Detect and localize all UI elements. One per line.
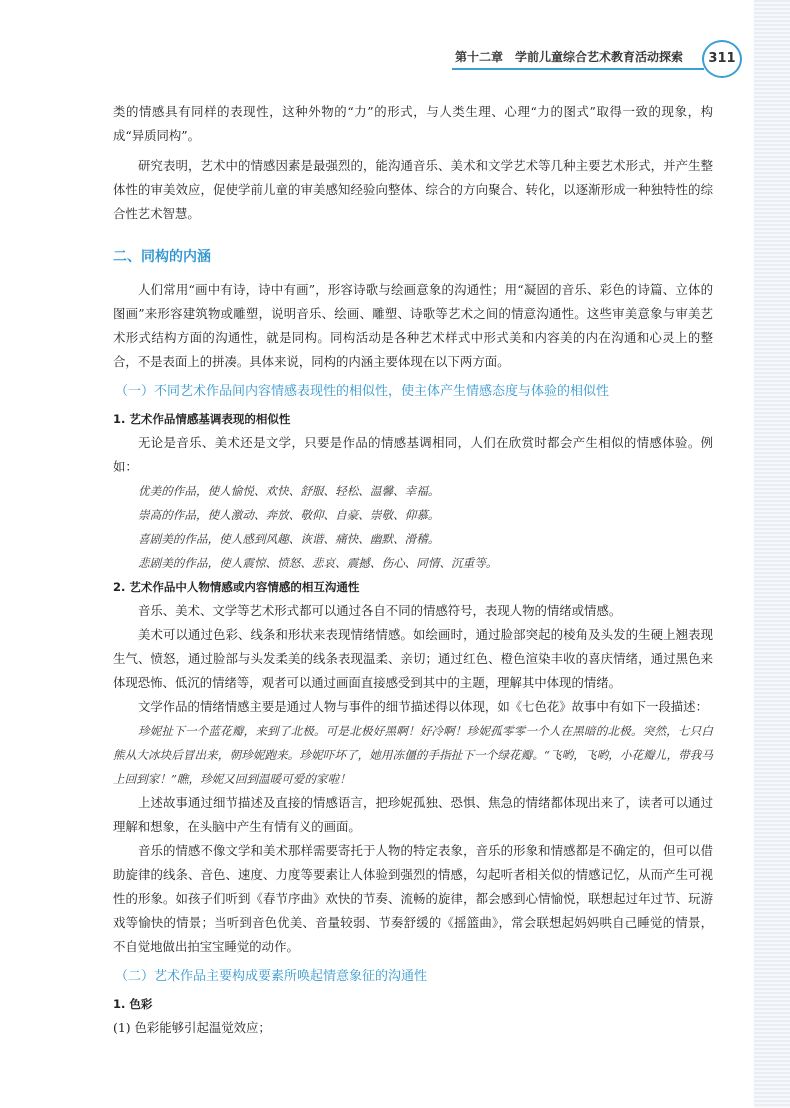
story-excerpt: 珍妮扯下一个蓝花瓣，来到了北极。可是北极好黑啊！好冷啊！珍妮孤零零一个人在黑暗的北极。突然，七只白熊从大冰块后冒出来，朝珍妮跑来。珍妮吓坏了，她用冻僵的手指扯下一个绿花瓣。“飞哟，飞哟，小花瓣儿，带我马上回到家！”瞧，珍妮又回到温暖可爱的家啦！: [113, 724, 713, 786]
paragraph: 文学作品的情绪情感主要是通过人物与事件的细节描述得以体现，如《七色花》故事中有如下一段描述：: [138, 699, 708, 714]
paragraph: 美术可以通过色彩、线条和形状来表现情绪情感。如绘画时，通过脸部突起的棱角及头发的生硬上翘表现生气、愤怒，通过脸部与头发柔美的线条表现温柔、亲切；通过红色、橙色渲染丰收的喜庆情绪，通过黑色来体现恐怖、低沉的情绪等，观者可以通过画面直接感受到其中的主题，理解其中体现的情绪。: [113, 627, 713, 690]
running-header-chapter: 第十二章 学前儿童综合艺术教育活动探索: [455, 50, 684, 64]
paragraph: 类的情感具有同样的表现性，这种外物的“力”的形式，与人类生理、心理“力的图式”取得一致的现象，构成“异质同构”。: [113, 104, 713, 143]
example-line: 崇高的作品，使人激动、奔放、敬仰、自豪、崇敬、仰慕。: [138, 508, 440, 522]
paragraph: 无论是音乐、美术还是文学，只要是作品的情感基调相同，人们在欣赏时都会产生相似的情感体验。例如：: [113, 435, 713, 474]
example-line: 优美的作品，使人愉悦、欢快、舒服、轻松、温馨、幸福。: [138, 484, 440, 498]
paragraph: 研究表明，艺术中的情感因素是最强烈的，能沟通音乐、美术和文学艺术等几种主要艺术形式，并产生整体性的审美效应，促使学前儿童的审美感知经验向整体、综合的方向聚合、转化，以逐渐形成一种独特性的综合性艺术智慧。: [113, 158, 713, 221]
point-heading: 2. 艺术作品中人物情感或内容情感的相互沟通性: [113, 580, 360, 594]
example-line: 喜剧美的作品，使人感到风趣、诙谐、痛快、幽默、滑稽。: [138, 532, 440, 546]
subsection-heading: （一）不同艺术作品间内容情感表现性的相似性，使主体产生情感态度与体验的相似性: [115, 384, 610, 399]
paragraph: 音乐、美术、文学等艺术形式都可以通过各自不同的情感符号，表现人物的情绪或情感。: [138, 603, 622, 618]
subsection-heading: （二）艺术作品主要构成要素所唤起情意象征的沟通性: [115, 969, 428, 984]
paragraph: 人们常用“画中有诗，诗中有画”，形容诗歌与绘画意象的沟通性；用“凝固的音乐、彩色的诗篇、立体的图画”来形容建筑物或雕塑，说明音乐、绘画、雕塑、诗歌等艺术之间的情意沟通性。这些审美意象与审美艺术形式结构方面的沟通性，就是同构。同构活动是各种艺术样式中形式美和内容美的内在沟通和心灵上的整合，不是表面上的拼凑。具体来说，同构的内涵主要体现在以下两方面。: [113, 282, 713, 369]
paragraph: (1) 色彩能够引起温觉效应；: [113, 1020, 271, 1035]
paragraph: 音乐的情感不像文学和美术那样需要寄托于人物的特定表象，音乐的形象和情感都是不确定的，但可以借助旋律的线条、音色、速度、力度等要素让人体验到强烈的情感，勾起听者相关似的情感记忆，从而产生可视性的形象。如孩子们听到《春节序曲》欢快的节奏、流畅的旋律，都会感到心情愉悦，联想起过年过节、玩游戏等愉快的情景；当听到音色优美、音量较弱、节奏舒缓的《摇篮曲》，常会联想起妈妈哄自己睡觉的情景，不自觉地做出拍宝宝睡觉的动作。: [113, 843, 713, 954]
paragraph: 上述故事通过细节描述及直接的情感语言，把珍妮孤独、恐惧、焦急的情绪都体现出来了，读者可以通过理解和想象，在头脑中产生有情有义的画面。: [113, 795, 713, 834]
point-heading: 1. 艺术作品情感基调表现的相似性: [113, 412, 291, 426]
page-edge-strip: [754, 0, 790, 1108]
example-line: 悲剧美的作品，使人震惊、愤怒、悲哀、震撼、伤心、同情、沉重等。: [138, 556, 498, 570]
page-number-badge: 311: [702, 40, 742, 78]
body-text: [113, 100, 713, 1040]
header-rule: [452, 68, 704, 70]
point-heading: 1. 色彩: [113, 997, 153, 1011]
section-heading: 二、同构的内涵: [113, 249, 211, 265]
